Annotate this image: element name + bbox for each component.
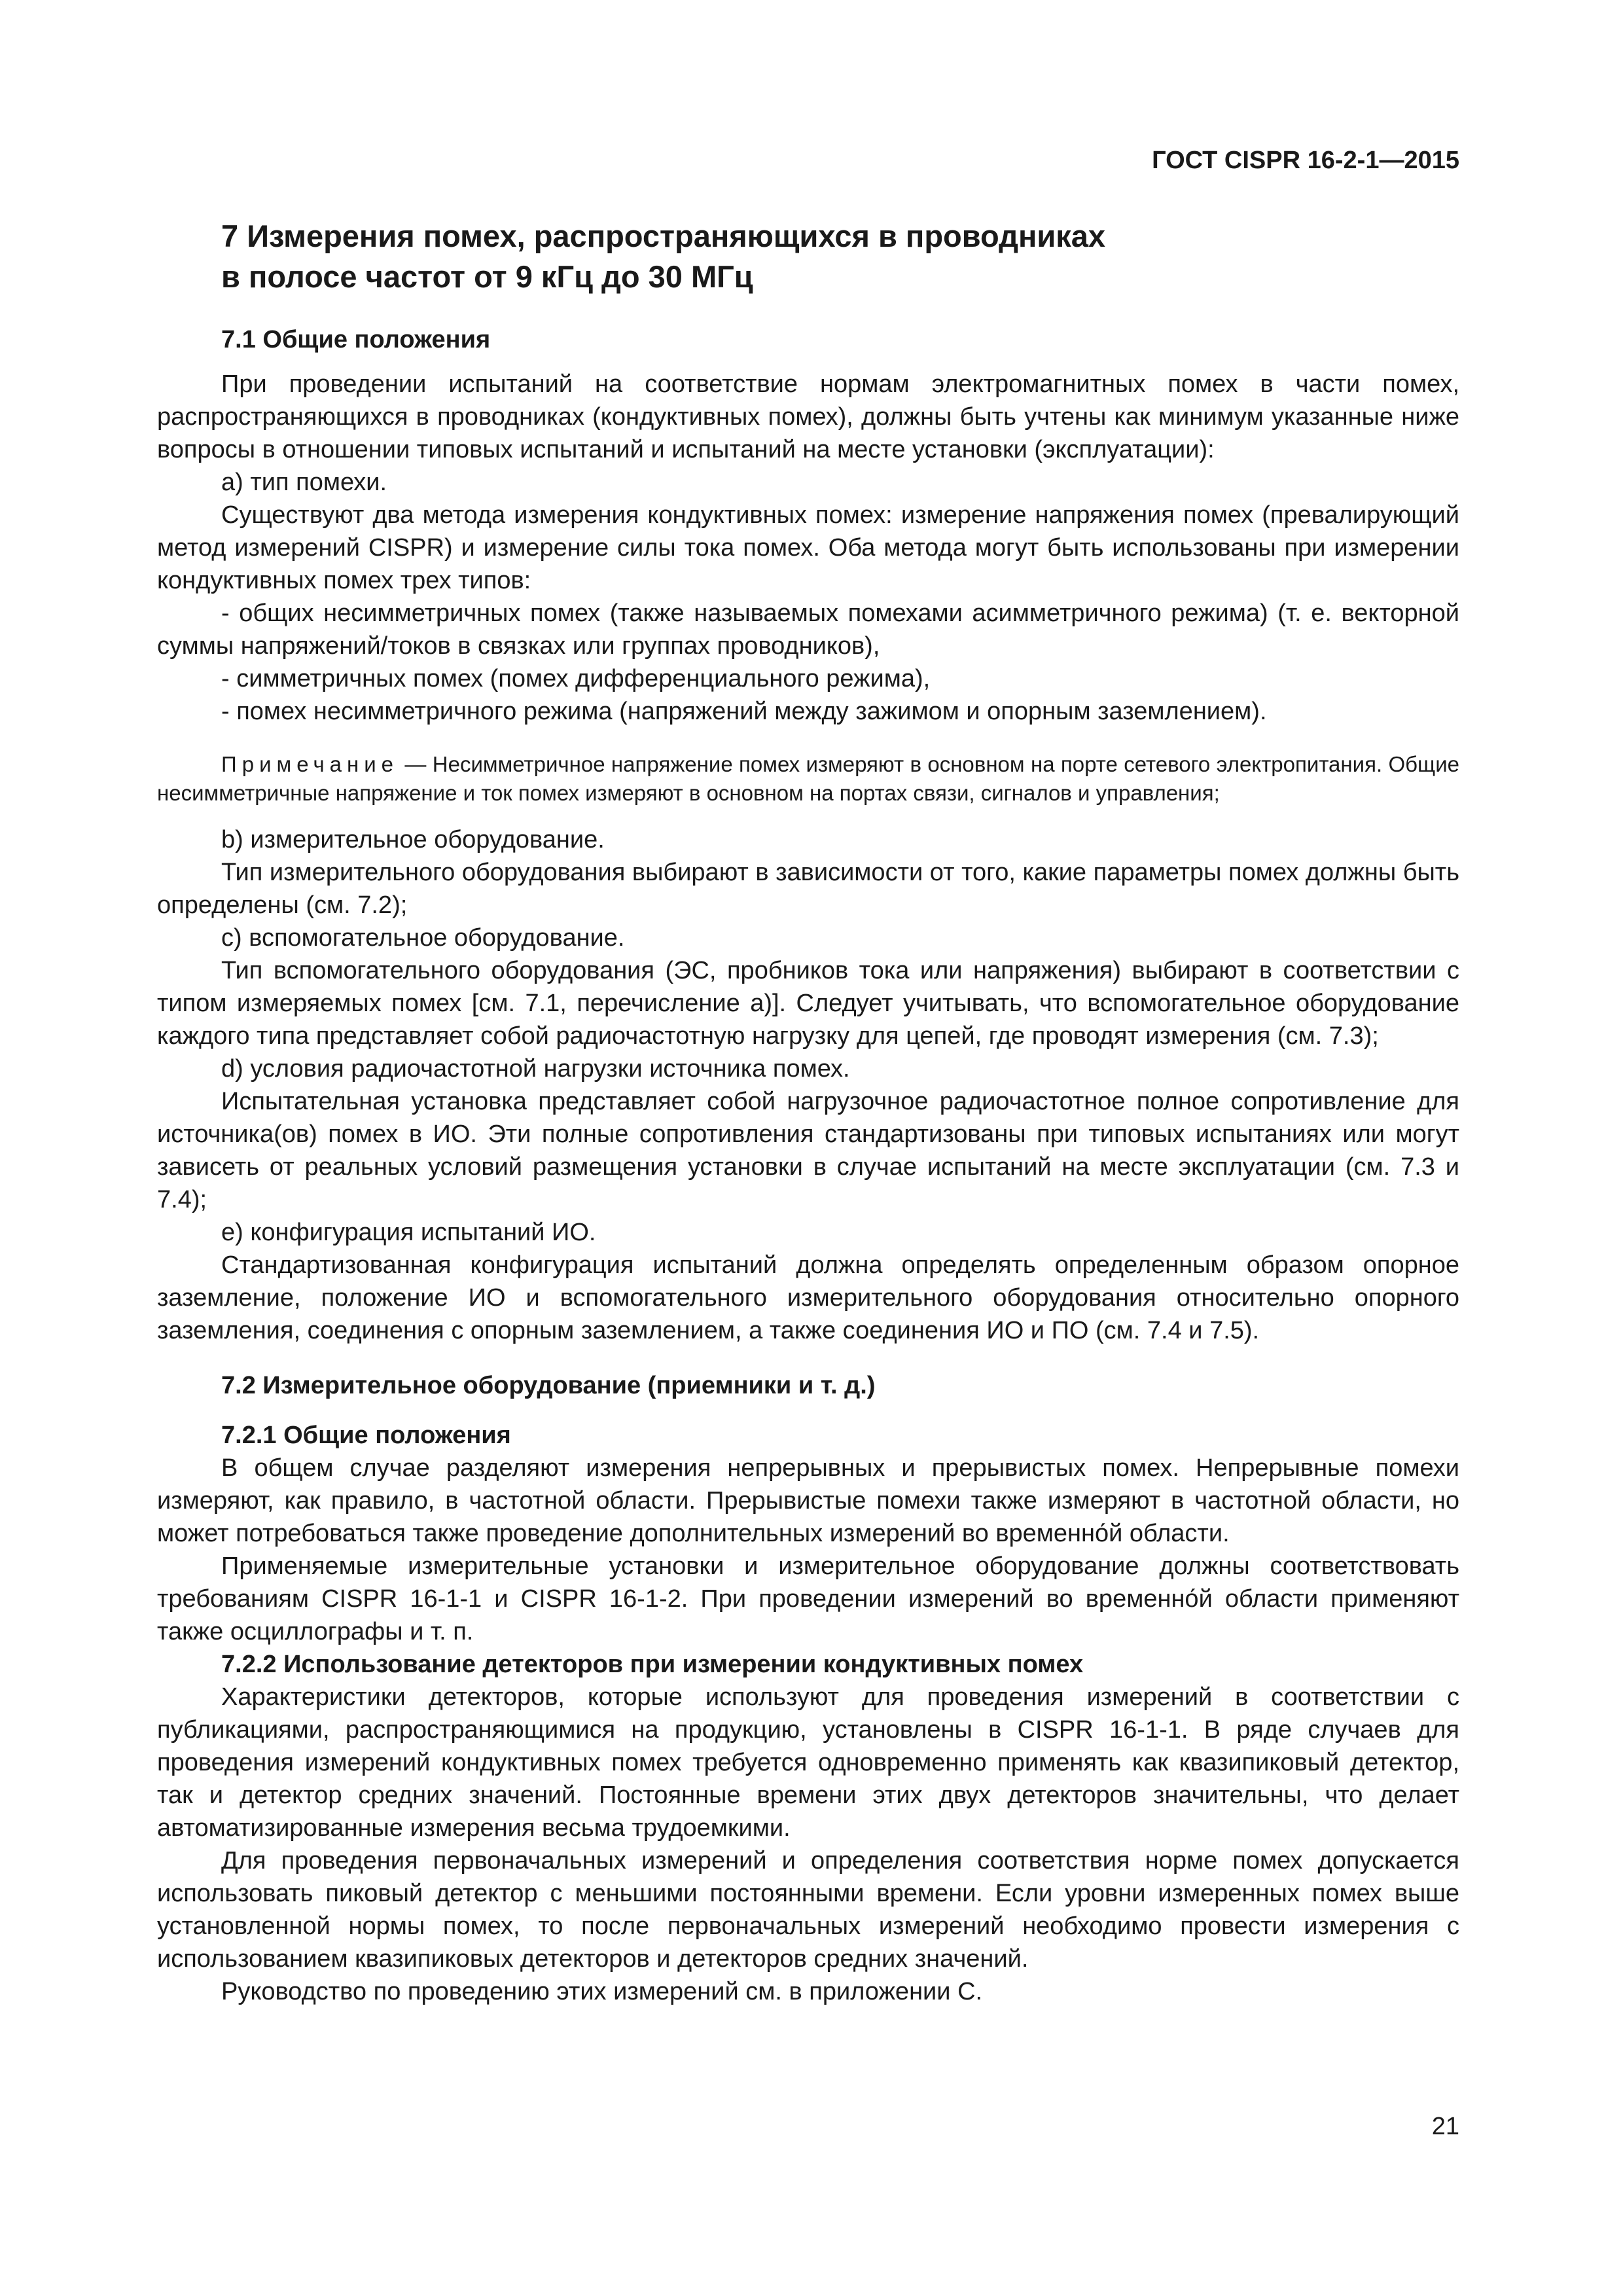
paragraph: Тип измерительного оборудования выбирают в зависимости от того, какие параметры помех должны быть определены (см. 7.2); (157, 859, 1459, 919)
section-title-line2: в полосе частот от 9 кГц до 30 МГц (221, 259, 753, 294)
subsection-7-2-1-title: 7.2.1 Общие положения (221, 1422, 511, 1449)
paragraph: Испытательная установка представляет собой нагрузочное радиочастотное полное сопротивление для источника(ов) помех в ИО. Эти полные сопротивления стандартизованы при типовых испытаниях или могут зависеть от реальных условий размещения установки в случае испытаний на месте эксплуатации (см. 7.3 и 7.4); (157, 1088, 1459, 1213)
paragraph: Существуют два метода измерения кондуктивных помех: измерение напряжения помех (превалирующий метод измерений CISPR) и измерение силы тока помех. Оба метода могут быть использованы при измерении кондуктивных помех трех типов: (157, 501, 1459, 594)
paragraph: Тип вспомогательного оборудования (ЭС, пробников тока или напряжения) выбирают в соответствии с типом измеряемых помех [см. 7.1, перечисление а)]. Следует учитывать, что вспомогательное оборудование каждого типа представляет собой радиочастотную нагрузку для цепей, где проводят измерения (см. 7.3); (157, 957, 1459, 1050)
standard-designation: ГОСТ CISPR 16-2-1—2015 (1152, 147, 1459, 174)
paragraph: Характеристики детекторов, которые используют для проведения измерений в соответствии с публикациями, распространяющимися на продукцию, установлены в CISPR 16-1-1. В ряде случаев для проведения измерений кондуктивных помех требуется одновременно применять как квазипиковый детектор, так и детектор средних значений. Постоянные времени этих двух детекторов значительны, что делает автоматизированные измерения весьма трудоемкими. (157, 1683, 1459, 1842)
note-label: Примечание (221, 752, 399, 776)
note (157, 750, 1459, 808)
dash-item: - симметричных помех (помех дифференциального режима), (221, 665, 931, 692)
section-title (157, 216, 1459, 297)
paragraph: Руководство по проведению этих измерений см. в приложении С. (221, 1978, 983, 2005)
note-text: — Несимметричное напряжение помех измеряют в основном на порте сетевого электропитания. Общие несимметричные напряжение и ток помех измеряют в основном на портах связи, сигналов и управления; (157, 752, 1459, 805)
paragraph: В общем случае разделяют измерения непрерывных и прерывистых помех. Непрерывные помехи измеряют, как правило, в частотной области. Прерывистые помехи также измеряют в частотной области, но может потребоваться также проведение дополнительных измерений во временно́й области. (157, 1454, 1459, 1547)
list-item-d: d) условия радиочастотной нагрузки источника помех. (221, 1055, 850, 1083)
page-number: 21 (1431, 2113, 1459, 2140)
subsection-7-2-title: 7.2 Измерительное оборудование (приемники и т. д.) (221, 1372, 876, 1399)
list-item-b: b) измерительное оборудование. (221, 826, 605, 853)
subsection-7-2-2-title: 7.2.2 Использование детекторов при измерении кондуктивных помех (221, 1651, 1084, 1678)
subsection-7-1-title: 7.1 Общие положения (221, 326, 491, 353)
paragraph: Стандартизованная конфигурация испытаний должна определять определенным образом опорное заземление, положение ИО и вспомогательного измерительного оборудования относительно опорного заземления, соединения с опорным заземлением, а также соединения ИО и ПО (см. 7.4 и 7.5). (157, 1251, 1459, 1344)
list-item-a: а) тип помехи. (221, 469, 387, 496)
list-item-c: с) вспомогательное оборудование. (221, 924, 625, 952)
paragraph: При проведении испытаний на соответствие нормам электромагнитных помех в части помех, распространяющихся в проводниках (кондуктивных помех), должны быть учтены как минимум указанные ниже вопросы в отношении типовых испытаний и испытаний на месте установки (эксплуатации): (157, 370, 1459, 463)
dash-item: - помех несимметричного режима (напряжений между зажимом и опорным заземлением). (221, 698, 1267, 725)
dash-item: - общих несимметричных помех (также называемых помехами асимметричного режима) (т. е. векторной суммы напряжений/токов в связках или группах проводников), (157, 600, 1459, 660)
page-body (157, 216, 1459, 2008)
list-item-e: е) конфигурация испытаний ИО. (221, 1219, 596, 1246)
paragraph: Применяемые измерительные установки и измерительное оборудование должны соответствовать требованиям CISPR 16-1-1 и CISPR 16-1-2. При проведении измерений во временно́й области применяют также осциллографы и т. п. (157, 1552, 1459, 1645)
paragraph: Для проведения первоначальных измерений и определения соответствия норме помех допускается использовать пиковый детектор с меньшими постоянными времени. Если уровни измеренных помех выше установленной нормы помех, то после первоначальных измерений необходимо провести измерения с использованием квазипиковых детекторов и детекторов средних значений. (157, 1847, 1459, 1973)
section-title-line1: 7 Измерения помех, распространяющихся в проводниках (221, 219, 1106, 253)
